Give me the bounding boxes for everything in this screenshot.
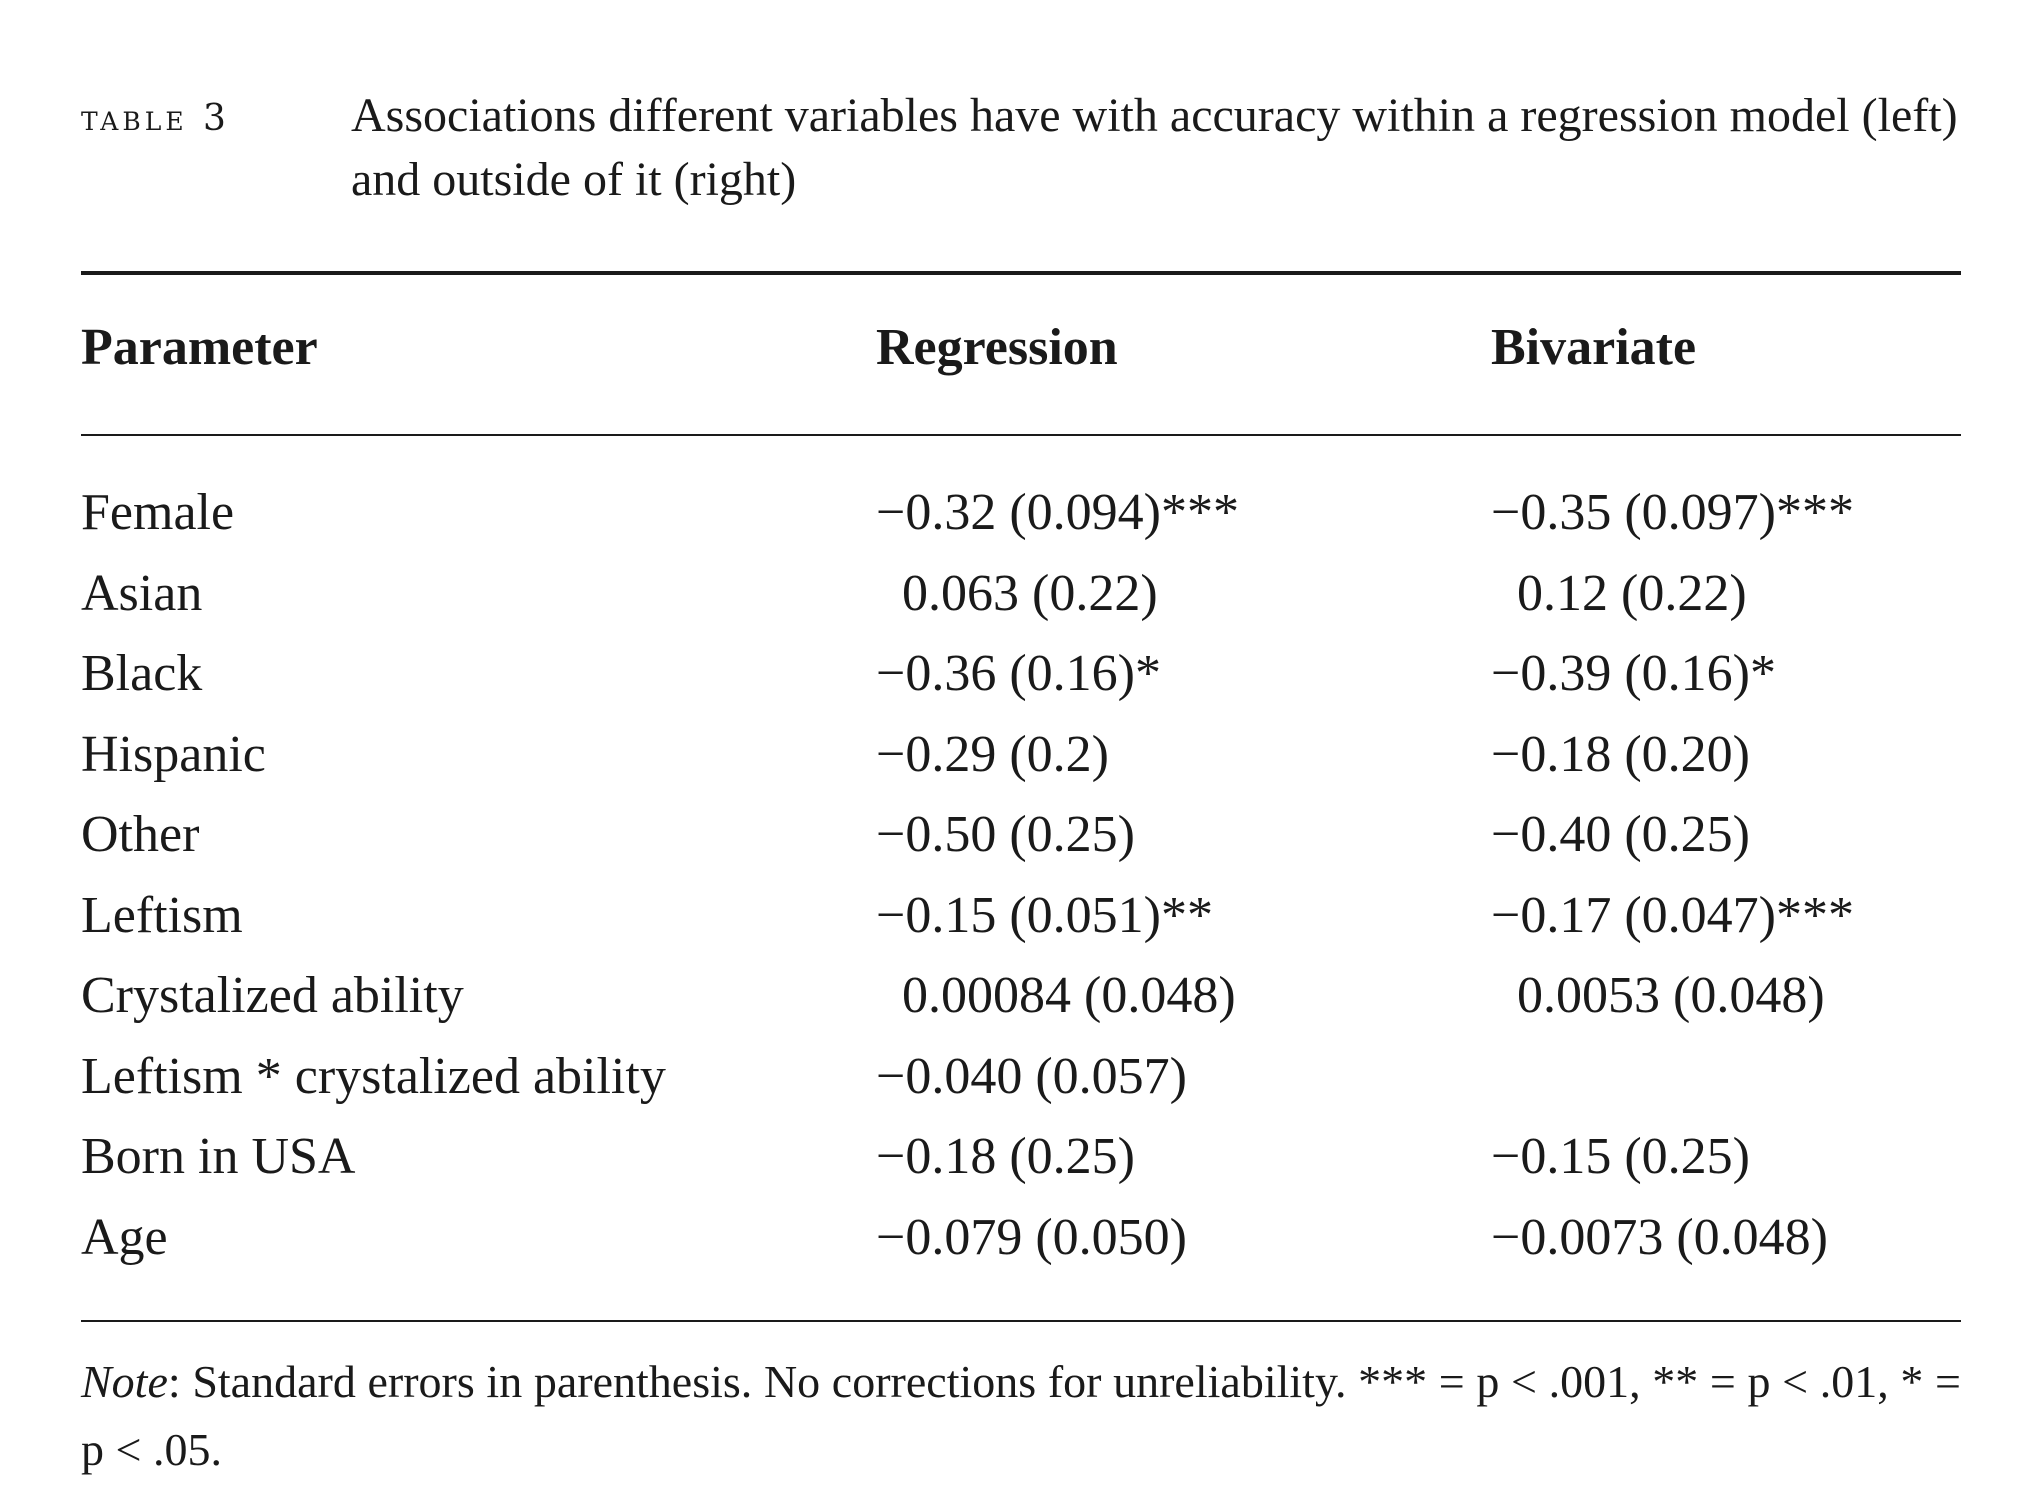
top-rule (81, 271, 1961, 275)
cell-bivariate: −0.15 (0.25) (1491, 1128, 1750, 1185)
cell-regression: −0.15 (0.051)** (876, 886, 1213, 944)
cell-parameter: Black (81, 645, 203, 702)
table-title: Associations different variables have with accuracy within a regression model (left) and outside of it (right) (351, 89, 1958, 206)
cell-regression: −0.32 (0.094)*** (876, 484, 1239, 541)
cell-parameter: Leftism * crystalized ability (81, 1047, 666, 1105)
table-page (81, 0, 1961, 1502)
cell-regression: 0.063 (0.22) (876, 564, 1158, 622)
table-row (81, 638, 1961, 719)
header-parameter: Parameter (81, 319, 318, 376)
cell-parameter: Other (81, 806, 200, 863)
cell-bivariate: −0.17 (0.047)*** (1491, 886, 1854, 944)
cell-regression: −0.50 (0.25) (876, 806, 1135, 863)
table-row (81, 719, 1961, 800)
cell-regression: −0.29 (0.2) (876, 725, 1109, 783)
table-row (81, 880, 1961, 961)
table-note (81, 1348, 1961, 1484)
cell-parameter: Born in USA (81, 1128, 356, 1185)
cell-bivariate: −0.40 (0.25) (1491, 806, 1750, 863)
cell-regression: −0.079 (0.050) (876, 1208, 1187, 1266)
cell-bivariate: 0.12 (0.22) (1491, 564, 1747, 622)
table-row (81, 1121, 1961, 1202)
cell-bivariate: −0.18 (0.20) (1491, 725, 1750, 783)
cell-regression: −0.18 (0.25) (876, 1128, 1135, 1185)
table-row (81, 1202, 1961, 1283)
note-label: Note (81, 1356, 168, 1407)
cell-bivariate: −0.0073 (0.048) (1491, 1208, 1828, 1266)
table-row (81, 1041, 1961, 1122)
cell-bivariate: −0.35 (0.097)*** (1491, 484, 1854, 541)
table-row (81, 960, 1961, 1041)
table-body (81, 477, 1961, 1282)
cell-parameter: Asian (81, 564, 203, 622)
table-row (81, 799, 1961, 880)
table-label: table 3 (81, 98, 230, 139)
cell-bivariate: 0.0053 (0.048) (1491, 967, 1825, 1024)
cell-regression: −0.36 (0.16)* (876, 645, 1161, 702)
note-text: : Standard errors in parenthesis. No corrections for unreliability. *** = p < .001, ** = p < .01, * = p < .05. (81, 1356, 1961, 1475)
header-bivariate: Bivariate (1491, 319, 1697, 376)
cell-parameter: Age (81, 1208, 168, 1266)
table-header (81, 318, 1961, 398)
cell-parameter: Hispanic (81, 725, 266, 783)
cell-parameter: Female (81, 484, 235, 541)
table-row (81, 558, 1961, 639)
cell-regression: −0.040 (0.057) (876, 1047, 1187, 1105)
table-row (81, 477, 1961, 558)
cell-regression: 0.00084 (0.048) (876, 967, 1236, 1024)
cell-bivariate: −0.39 (0.16)* (1491, 645, 1776, 702)
bottom-rule (81, 1320, 1961, 1322)
header-rule (81, 434, 1961, 436)
cell-parameter: Crystalized ability (81, 967, 464, 1024)
cell-parameter: Leftism (81, 886, 243, 944)
header-regression: Regression (876, 319, 1118, 376)
table-caption (81, 84, 1961, 214)
